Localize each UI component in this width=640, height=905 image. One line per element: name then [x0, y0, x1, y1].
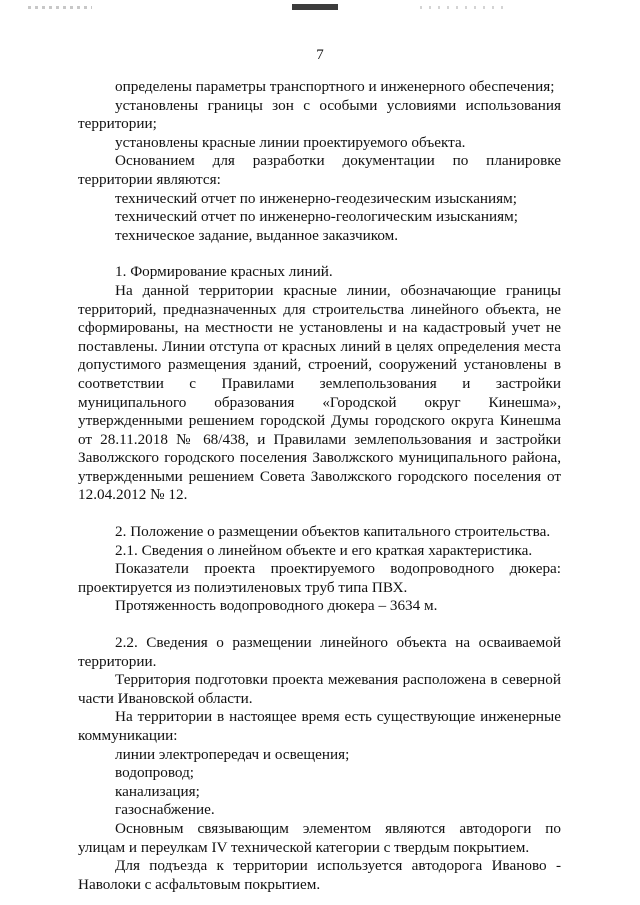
list-item: технический отчет по инженерно-геологическим изысканиям;: [115, 208, 518, 226]
document-body: [78, 78, 561, 894]
list-item: канализация;: [115, 782, 200, 800]
paragraph: установлены границы зон с особыми условиями использования территории;: [78, 96, 561, 133]
scan-artifact-right: [420, 6, 510, 9]
section-heading: 2. Положение о размещении объектов капитального строительства.: [115, 523, 551, 541]
subsection-heading: 2.1. Сведения о линейном объекте и его краткая характеристика.: [115, 541, 533, 559]
paragraph: Протяженность водопроводного дюкера – 3634 м.: [115, 597, 438, 615]
paragraph: Основным связывающим элементом являются автодороги по улицам и переулкам IV технической категории с твердым покрытием.: [78, 819, 561, 856]
section-heading: 1. Формирование красных линий.: [115, 263, 333, 281]
list-item: техническое задание, выданное заказчиком.: [115, 226, 399, 244]
scan-artifact-left: [28, 6, 92, 9]
subsection-heading: 2.2. Сведения о размещении линейного объекта на осваиваемой территории.: [78, 634, 561, 670]
list-item: линии электропередач и освещения;: [115, 745, 350, 763]
page-number: 7: [316, 47, 324, 63]
paragraph: На территории в настоящее время есть существующие инженерные коммуникации:: [78, 708, 561, 744]
paragraph: Для подъезда к территории используется автодорога Иваново - Наволоки с асфальтовым покрытием.: [78, 857, 561, 893]
list-item: технический отчет по инженерно-геодезическим изысканиям;: [115, 189, 518, 207]
paragraph: Территория подготовки проекта межевания расположена в северной части Ивановской области.: [78, 671, 561, 707]
paragraph: На данной территории красные линии, обозначающие границы территорий, предназначенных для строительства линейного объекта, не сформированы, на местности не установлены и на кадастровый учет не поставлены. Линии отступа от красных линий в целях определения места допустимого размещения зданий, строений, сооружений установлены в соответствии с Правилами землепользования и застройки муниципального образования «Городской округ Кинешма», утвержденными решением городской Думы городского округа Кинешма от 28.11.2018 № 68/438, и Правилами землепользования и застройки Заволжского городского поселения Заволжского муниципального района, утвержденными решением Совета Заволжского городского поселения от 12.04.2012 № 12.: [78, 281, 561, 504]
list-item: водопровод;: [115, 764, 195, 782]
scan-artifact-center: [292, 4, 338, 10]
paragraph: Показатели проекта проектируемого водопроводного дюкера: проектируется из полиэтиленовых труб типа ПВХ.: [78, 560, 561, 596]
list-item: газоснабжение.: [115, 801, 215, 819]
paragraph: определены параметры транспортного и инженерного обеспечения;: [115, 78, 555, 95]
paragraph: установлены красные линии проектируемого объекта.: [115, 133, 466, 151]
paragraph: Основанием для разработки документации по планировке территории являются:: [78, 152, 561, 188]
